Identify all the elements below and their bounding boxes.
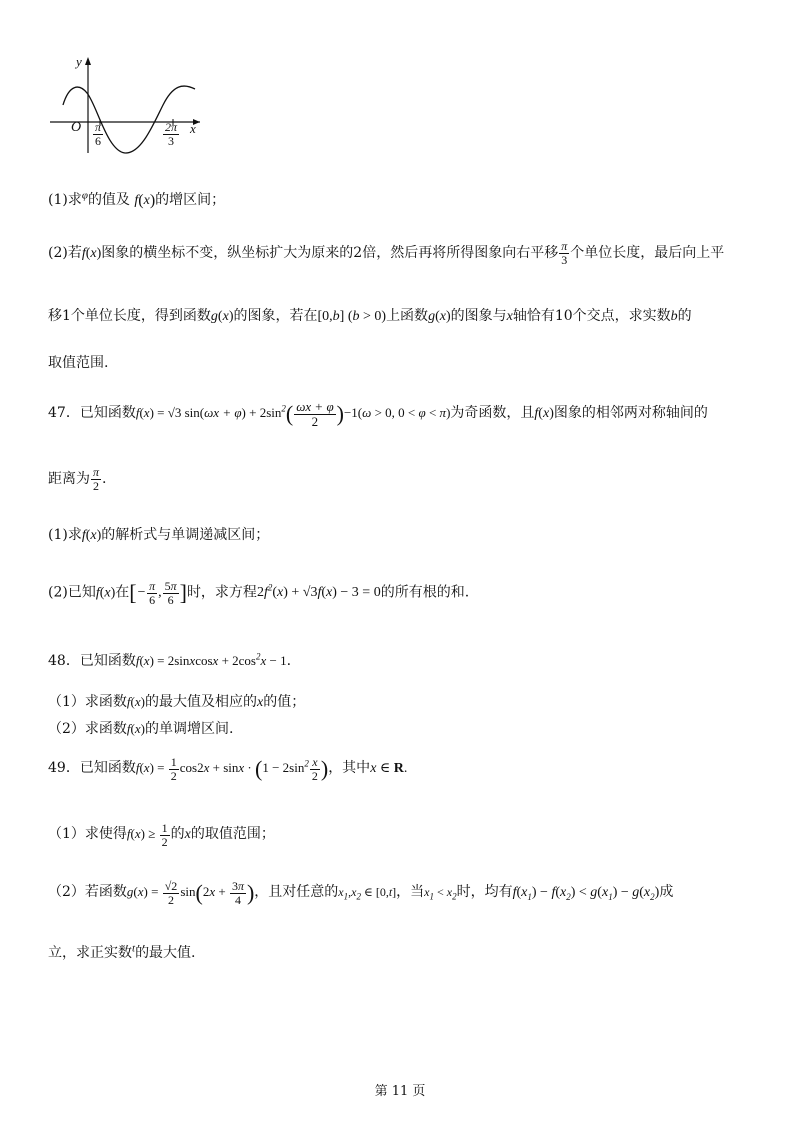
q47-stem: 47．已知函数f(x) = √3 $\sin(\omega x + \varphi) + 2\sin^2$( $\frac{\omega x + \varphi}{2}$ )−1(ω > 0, 0 < φ < π)为奇函数，且f(x)图象的相邻两对称轴间的 xyxy=(48,399,708,429)
graph-y-label: y xyxy=(76,54,82,69)
q49-part1: （1）求使得f(x) ≥ $\frac{1}{2}$ 的x的取值范围； xyxy=(48,821,275,849)
q48-part2: （2）求函数f(x)的单调增区间. xyxy=(48,721,234,737)
graph-x-label: x xyxy=(190,121,196,136)
q47-part1: (1)求f(x)的解析式与单调递减区间； xyxy=(48,527,270,543)
q49-part2: （2）若函数g(x) = $\frac{√2}{2}$ sin(2x + $\frac{3\pi}{4}$ )，且对任意的$x_1,x_2$ ∈ [0,t]，当$x_1 < x_2$时，均有$f(x_1) - f(x_2) < g(x_1) - g(x_2)$成 xyxy=(48,879,674,907)
q46-part2-line2: 移1个单位长度，得到函数g(x)的图象，若在[0,b] (b > 0)上函数g(x)的图象与x轴恰有10个交点，求实数b的 xyxy=(48,308,692,324)
y-axis-arrow xyxy=(85,57,91,65)
q48-part1: （1）求函数f(x)的最大值及相应的x的值； xyxy=(48,694,306,710)
q48-stem: 48．已知函数f(x) = 2sinxcosx + $2\cos^2x - 1$. xyxy=(48,651,292,669)
tick-label-pi-6: $\frac{\pi}{6}$ xyxy=(95,120,102,148)
graph-origin-label: O xyxy=(71,120,82,135)
q46-part2: (2)若f(x)图象的横坐标不变，纵坐标扩大为原来的2倍，然后再将所得图象向右平移 $\frac{\pi}{3}$ 个单位长度，最后向上平 xyxy=(48,239,725,267)
q46-part1: (1)求$^\varphi$的值及 f(x)的增区间； xyxy=(48,189,226,209)
page-number: 第 11 页 xyxy=(374,1084,426,1099)
sine-graph xyxy=(45,55,205,155)
q47-stem-line2: 距离为 $\frac{\pi}{2}$ . xyxy=(48,465,107,493)
q46-part2-line3: 取值范围. xyxy=(48,355,109,371)
q49-part2-line2: 立，求正实数$^t$的最大值. xyxy=(48,942,196,961)
q49-stem: 49．已知函数f(x) = $\frac{1}{2}$ $\cos 2x + \sin x \cdot (1 - 2\sin^2$ $\frac{x}{2}$ )，其中x ∈ R. xyxy=(48,755,408,783)
tick-label-2pi-3: $\frac{2\pi}{3}$ xyxy=(165,120,178,148)
q47-part2: (2)已知f(x)在[− $\frac{\pi}{6}$ , $\frac{5\pi}{6}$ ]时，求方程$2f^2(x) + √3f(x) - 3 = 0$的所有根的和. xyxy=(48,579,470,607)
